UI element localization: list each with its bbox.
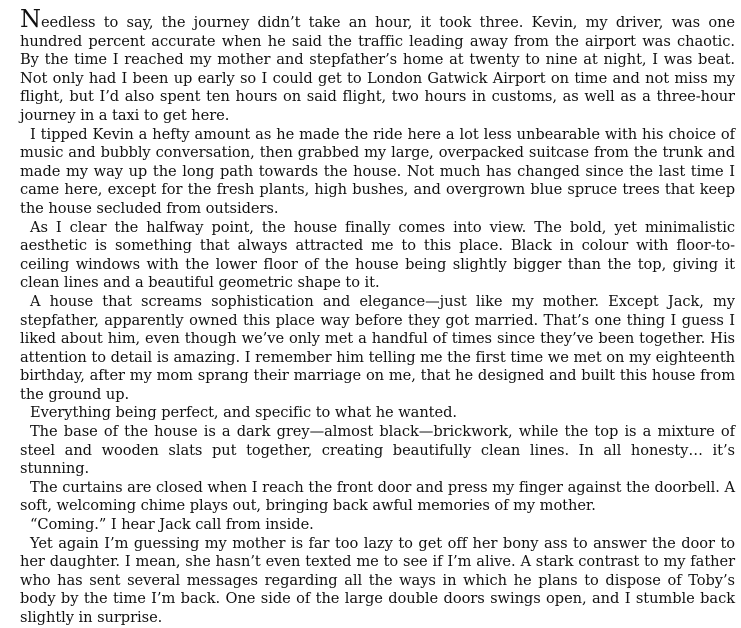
paragraph-1-text: eedless to say, the journey didn’t take an hour, it took three. Kevin, my driver, was one hundred percent accurate when he said the traffic leading away from the airport was chaotic. By the time I reached my mother and stepfather’s home at twenty to nine at night, I was beat. Not only had I been up early so I could get to London Gatwick Airport on time and not miss my flight, but I’d also spent ten hours on said flight, two hours in customs, as well as a three-hour journey in a taxi to get here. xyxy=(20,14,735,124)
paragraph-8: “Coming.” I hear Jack call from inside. xyxy=(30,516,314,534)
paragraph-3: As I clear the halfway point, the house finally comes into view. The bold, yet minimalistic aesthetic is something that always attracted me to this place. Black in colour with floor-to-ceiling windows with the lower floor of the house being slightly bigger than the top, giving it clean lines and a beautiful geometric shape to it. xyxy=(20,218,735,292)
paragraph-4: A house that screams sophistication and elegance—just like my mother. Except Jack, my stepfather, apparently owned this place way before they got married. That’s one thing I guess I liked about him, even though we’ve only met a handful of times since they’ve been together. His attention to detail is amazing. I remember him telling me the first time we met on my eighteenth birthday, after my mom sprang their marriage on me, that he designed and built this house from the ground up. xyxy=(20,292,735,403)
paragraph-2: I tipped Kevin a hefty amount as he made the ride here a lot less unbearable with his choice of music and bubbly conversation, then grabbed my large, overpacked suitcase from the trunk and made my way up the long path towards the house. Not much has changed since the last time I came here, except for the fresh plants, high bushes, and overgrown blue spruce trees that keep the house secluded from outsiders. xyxy=(20,125,735,217)
paragraph-1 xyxy=(20,5,735,126)
drop-cap: N xyxy=(20,5,41,33)
paragraph-9: Yet again I’m guessing my mother is far too lazy to get off her bony ass to answer the door to her daughter. I mean, she hasn’t even texted me to see if I’m alive. A stark contrast to my father who has sent several messages regarding all the ways in which he plans to dispose of Toby’s body by the time I’m back. One side of the large double doors swings open, and I stumble back slightly in surprise. xyxy=(20,534,735,626)
paragraph-7: The curtains are closed when I reach the front door and press my finger against the doorbell. A soft, welcoming chime plays out, bringing back awful memories of my mother. xyxy=(20,478,735,515)
paragraph-6: The base of the house is a dark grey—almost black—brickwork, while the top is a mixture of steel and wooden slats put together, creating beautifully clean lines. In all honesty… it’s stunning. xyxy=(20,423,735,478)
document-page xyxy=(20,5,735,628)
paragraph-5: Everything being perfect, and specific to what he wanted. xyxy=(30,404,457,422)
